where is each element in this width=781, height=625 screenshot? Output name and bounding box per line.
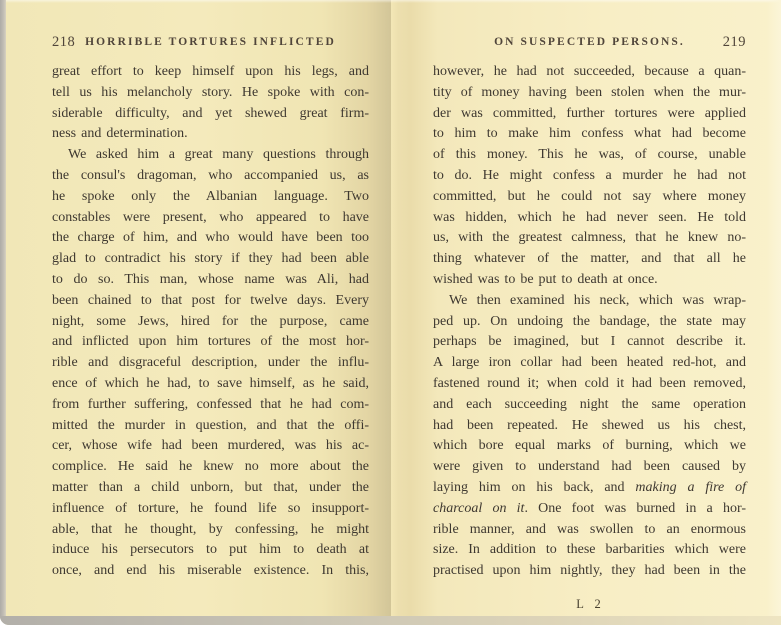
italic-text: charcoal on it bbox=[433, 500, 525, 516]
page-right-text-column bbox=[433, 36, 746, 612]
running-head-right: ON SUSPECTED PERSONS. bbox=[494, 36, 685, 48]
text-line: We then examined his neck, which was wrap- bbox=[449, 292, 746, 308]
text-line: he spoke only the Albanian language. Two bbox=[52, 188, 369, 204]
page-left-header bbox=[52, 36, 369, 51]
text-line: size. In addition to these barbarities which were bbox=[433, 542, 746, 558]
text-line: the consul's dragoman, who accompanied us, as bbox=[52, 167, 369, 183]
text-line bbox=[433, 478, 746, 499]
text-line: complice. He said he knew no more about the bbox=[52, 459, 369, 475]
text-line: had been repeated. He shewed us his chest, bbox=[433, 417, 746, 433]
text-line: rible and disgraceful description, under the influ- bbox=[52, 355, 369, 371]
text-segment: . One foot was burned in a hor- bbox=[524, 500, 747, 516]
text-line: induce his persecutors to put him to death at bbox=[52, 542, 369, 558]
text-line: to do. He might confess a murder he had not bbox=[433, 167, 746, 183]
text-line: which bore equal marks of burning, which we bbox=[433, 438, 746, 454]
text-line: however, he had not succeeded, because a quan- bbox=[433, 64, 746, 79]
text-line: matter than a child unborn, but that, under the bbox=[52, 479, 369, 495]
scan-edge-top bbox=[6, 0, 781, 3]
text-line: tity of money having been stolen when the mur- bbox=[433, 84, 746, 100]
text-line: practised upon him nightly, they had been in the bbox=[433, 563, 746, 579]
text-line: from further suffering, confessed that he had com- bbox=[52, 396, 369, 412]
text-line: ence of which he had, to save himself, as he said, bbox=[52, 375, 369, 391]
text-line: able, that he thought, by confessing, he might bbox=[52, 521, 369, 537]
text-segment: laying him on his back, and bbox=[433, 479, 636, 495]
text-line: constables were present, who appeared to have bbox=[52, 209, 369, 225]
page-number-left: 218 bbox=[52, 34, 76, 50]
text-line: rible manner, and was swollen to an enormous bbox=[433, 521, 746, 537]
text-line: and each succeeding night the same operation bbox=[433, 396, 746, 412]
text-line: tell us his melancholy story. He spoke with con- bbox=[52, 84, 369, 100]
text-line: the charge of him, and who would have been too bbox=[52, 230, 369, 246]
scan-edge-bottom bbox=[0, 616, 781, 625]
text-line: was hidden, which he had never seen. He told bbox=[433, 209, 746, 225]
text-line: been chained to that post for twelve days. Every bbox=[52, 292, 369, 308]
text-line: were given to understand had been caused by bbox=[433, 459, 746, 475]
text-line: fastened round it; when cold it had been removed, bbox=[433, 375, 746, 391]
page-left-body bbox=[52, 62, 369, 582]
text-line: and inflicted upon him tortures of the most hor- bbox=[52, 334, 369, 350]
page-right-body bbox=[433, 62, 746, 582]
running-head-left: HORRIBLE TORTURES INFLICTED bbox=[85, 36, 336, 48]
text-line: ness and determination. bbox=[52, 126, 188, 142]
page-number-right: 219 bbox=[722, 34, 746, 50]
page-right-header bbox=[433, 36, 746, 51]
page-left-text-column bbox=[52, 36, 369, 582]
text-line: influence of torture, he found life so insupport- bbox=[52, 500, 369, 516]
page-right bbox=[391, 0, 781, 616]
text-line: thing whatever of the matter, and that all he bbox=[433, 251, 746, 267]
italic-text: making a fire of bbox=[635, 479, 746, 495]
text-line: glad to contradict his story if they had been able bbox=[52, 251, 369, 267]
text-line: perhaps be imagined, but I cannot describe it. bbox=[433, 334, 746, 350]
text-line: night, some Jews, hired for the purpose, came bbox=[52, 313, 369, 329]
text-line: once, and end his miserable existence. In this, bbox=[52, 563, 369, 579]
text-line: ped up. On undoing the bandage, the state may bbox=[433, 313, 746, 329]
text-line: great effort to keep himself upon his legs, and bbox=[52, 64, 369, 79]
page-left bbox=[6, 0, 391, 616]
text-line: wished was to be put to death at once. bbox=[433, 271, 658, 287]
text-line: committed, but he could not say where money bbox=[433, 188, 746, 204]
text-line: We asked him a great many questions through bbox=[68, 147, 369, 163]
scan-edge-right bbox=[767, 0, 781, 616]
text-line: mitted the murder in question, and that the offi- bbox=[52, 417, 369, 433]
text-line: der was committed, further tortures were applied bbox=[433, 105, 746, 121]
text-line: A large iron collar had been heated red-hot, and bbox=[433, 355, 746, 371]
signature-mark: L 2 bbox=[576, 596, 603, 611]
scan-edge-left bbox=[0, 0, 6, 625]
text-line: to him to make him confess what had become bbox=[433, 126, 746, 142]
text-line: to do so. This man, whose name was Ali, had bbox=[52, 271, 369, 287]
text-line: of this money. This he was, of course, unable bbox=[433, 147, 746, 163]
text-line: us, with the greatest calmness, that he knew no- bbox=[433, 230, 746, 246]
text-line: cer, whose wife had been murdered, was his ac- bbox=[52, 438, 369, 454]
text-line: siderable difficulty, and yet shewed great firm- bbox=[52, 105, 369, 121]
text-line bbox=[433, 499, 746, 520]
